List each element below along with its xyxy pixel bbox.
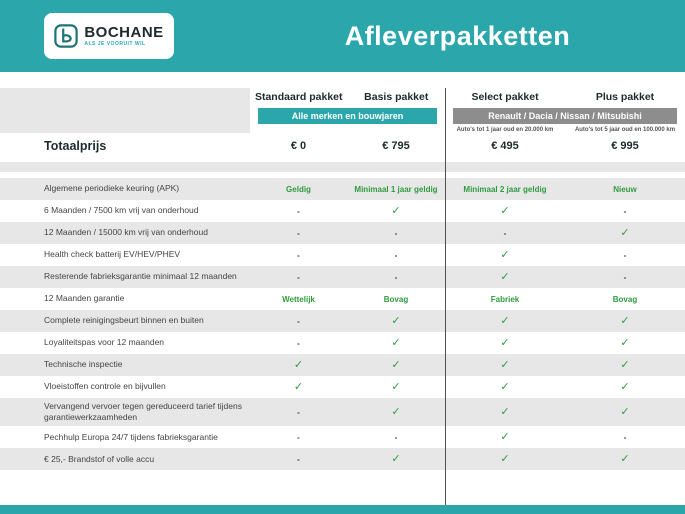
dash-value: - bbox=[503, 228, 507, 238]
text-value: Bovag bbox=[612, 294, 638, 304]
feature-label: 12 Maanden / 15000 km vrij van onderhoud bbox=[44, 227, 208, 238]
column-note-plus: Auto's tot 5 jaar oud en 100.000 km bbox=[574, 127, 676, 133]
check-icon: ✓ bbox=[391, 204, 401, 217]
total-price-row bbox=[0, 133, 685, 159]
text-value: Fabriek bbox=[490, 294, 520, 304]
check-icon: ✓ bbox=[500, 430, 510, 443]
dash-value: - bbox=[297, 316, 300, 326]
logo-text bbox=[84, 25, 163, 47]
column-header-plus: Plus pakket bbox=[595, 91, 655, 103]
feature-row bbox=[0, 178, 685, 200]
check-icon: ✓ bbox=[620, 314, 630, 327]
group-column-names bbox=[445, 91, 685, 103]
dash-value: - bbox=[623, 272, 627, 282]
check-icon: ✓ bbox=[391, 336, 401, 349]
check-icon: ✓ bbox=[620, 226, 630, 239]
header-bar bbox=[0, 0, 685, 72]
feature-rows bbox=[0, 178, 685, 470]
check-icon: ✓ bbox=[500, 380, 510, 393]
check-icon: ✓ bbox=[391, 452, 401, 465]
feature-row bbox=[0, 426, 685, 448]
feature-label: Health check batterij EV/HEV/PHEV bbox=[44, 249, 181, 260]
text-value: Minimaal 1 jaar geldig bbox=[354, 184, 438, 194]
group-all-brands bbox=[250, 88, 445, 133]
feature-label: 6 Maanden / 7500 km vrij van onderhoud bbox=[44, 205, 199, 216]
price-standaard: € 0 bbox=[290, 140, 307, 152]
brand-tagline: ALS JE VOORUIT WIL bbox=[84, 41, 146, 47]
check-icon: ✓ bbox=[620, 336, 630, 349]
banner-renault-group: Renault / Dacia / Nissan / Mitsubishi bbox=[453, 108, 677, 124]
check-icon: ✓ bbox=[500, 204, 510, 217]
total-label: Totaalprijs bbox=[44, 139, 107, 153]
banner-all-brands: Alle merken en bouwjaren bbox=[258, 108, 437, 124]
feature-row bbox=[0, 354, 685, 376]
feature-label: Algemene periodieke keuring (APK) bbox=[44, 183, 180, 194]
dash-value: - bbox=[297, 454, 300, 464]
feature-label: Loyaliteitspas voor 12 maanden bbox=[44, 337, 165, 348]
header-label-spacer bbox=[0, 88, 250, 133]
column-header-basis: Basis pakket bbox=[364, 91, 429, 103]
brand-name: BOCHANE bbox=[84, 24, 164, 41]
text-value: Geldig bbox=[286, 184, 311, 194]
text-value: Nieuw bbox=[613, 184, 637, 194]
column-group-divider bbox=[445, 88, 446, 505]
check-icon: ✓ bbox=[293, 358, 304, 371]
dash-value: - bbox=[394, 228, 398, 238]
check-icon: ✓ bbox=[391, 380, 401, 393]
page-title: Afleverpakketten bbox=[344, 20, 571, 51]
dash-value: - bbox=[623, 250, 627, 260]
feature-label: € 25,- Brandstof of volle accu bbox=[44, 453, 155, 464]
text-value: Minimaal 2 jaar geldig bbox=[463, 184, 547, 194]
feature-row bbox=[0, 244, 685, 266]
feature-row bbox=[0, 310, 685, 332]
feature-row bbox=[0, 222, 685, 244]
feature-row bbox=[0, 266, 685, 288]
check-icon: ✓ bbox=[500, 358, 510, 371]
text-value: Wettelijk bbox=[282, 294, 315, 304]
feature-label: Resterende fabrieksgarantie minimaal 12 maanden bbox=[44, 271, 237, 282]
price-basis: € 795 bbox=[382, 140, 410, 152]
feature-label: Vloeistoffen controle en bijvullen bbox=[44, 381, 166, 392]
dash-value: - bbox=[623, 206, 627, 216]
check-icon: ✓ bbox=[620, 380, 630, 393]
dash-value: - bbox=[394, 432, 398, 442]
feature-row bbox=[0, 288, 685, 310]
column-note-select: Auto's tot 1 jaar oud en 20.000 km bbox=[456, 127, 554, 133]
check-icon: ✓ bbox=[391, 314, 401, 327]
feature-label: 12 Maanden garantie bbox=[44, 293, 125, 304]
check-icon: ✓ bbox=[500, 248, 510, 261]
feature-row bbox=[0, 376, 685, 398]
check-icon: ✓ bbox=[620, 405, 630, 418]
text-value: Bovag bbox=[383, 294, 409, 304]
table-header bbox=[0, 88, 685, 133]
footer-bar bbox=[0, 505, 685, 514]
section-divider-strip bbox=[0, 162, 685, 172]
group-column-names bbox=[250, 91, 445, 103]
feature-row bbox=[0, 200, 685, 222]
price-plus: € 995 bbox=[611, 140, 639, 152]
dash-value: - bbox=[297, 432, 300, 442]
dash-value: - bbox=[297, 407, 300, 417]
feature-row bbox=[0, 332, 685, 354]
dash-value: - bbox=[297, 272, 300, 282]
dash-value: - bbox=[394, 250, 398, 260]
dash-value: - bbox=[297, 338, 300, 348]
dash-value: - bbox=[623, 432, 627, 442]
check-icon: ✓ bbox=[620, 358, 630, 371]
price-select: € 495 bbox=[491, 140, 519, 152]
group-renault-brands bbox=[445, 88, 685, 133]
feature-label: Technische inspectie bbox=[44, 359, 123, 370]
check-icon: ✓ bbox=[500, 336, 510, 349]
feature-label: Complete reinigingsbeurt binnen en buiten bbox=[44, 315, 204, 326]
column-header-standaard: Standaard pakket bbox=[254, 91, 343, 103]
dash-value: - bbox=[297, 206, 300, 216]
dash-value: - bbox=[297, 228, 300, 238]
check-icon: ✓ bbox=[293, 380, 304, 393]
feature-label: Pechhulp Europa 24/7 tijdens fabrieksgarantie bbox=[44, 431, 218, 442]
check-icon: ✓ bbox=[500, 270, 510, 283]
check-icon: ✓ bbox=[391, 358, 401, 371]
dash-value: - bbox=[297, 250, 300, 260]
column-header-select: Select pakket bbox=[471, 91, 539, 103]
feature-row bbox=[0, 398, 685, 426]
dash-value: - bbox=[394, 272, 398, 282]
feature-row bbox=[0, 448, 685, 470]
check-icon: ✓ bbox=[500, 452, 510, 465]
check-icon: ✓ bbox=[500, 314, 510, 327]
check-icon: ✓ bbox=[620, 452, 630, 465]
check-icon: ✓ bbox=[500, 405, 510, 418]
check-icon: ✓ bbox=[391, 405, 401, 418]
column-notes bbox=[445, 127, 685, 133]
bochane-logo-icon bbox=[54, 24, 78, 48]
bochane-logo bbox=[44, 13, 174, 59]
feature-label: Vervangend vervoer tegen gereduceerd tarief tijdens garantiewerkzaamheden bbox=[44, 401, 242, 423]
